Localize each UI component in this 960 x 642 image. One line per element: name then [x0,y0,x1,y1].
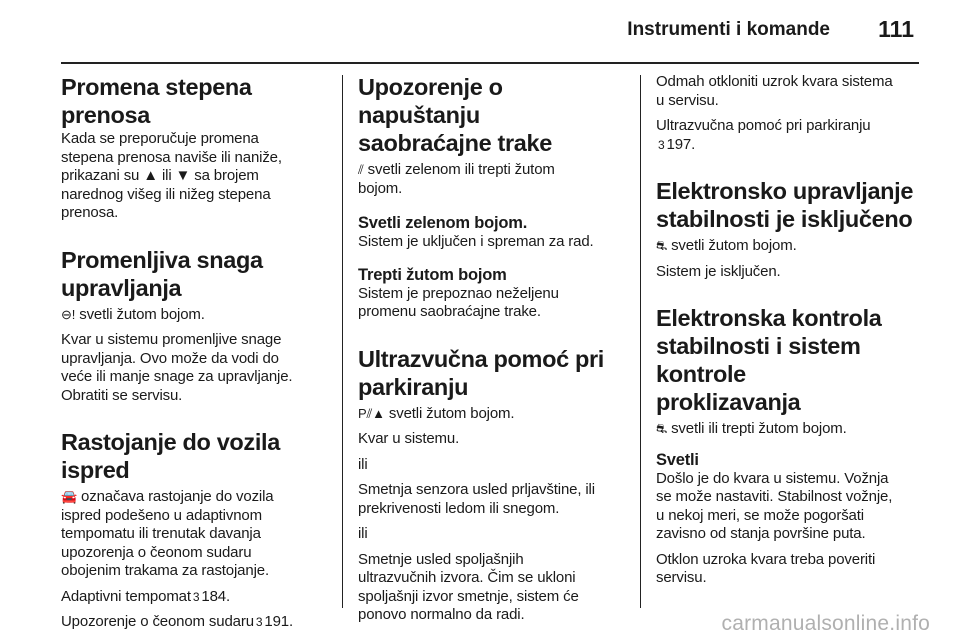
or-text: ili [358,525,368,542]
flashing-yellow-paragraph: Sistem je prepoznao neželjenu promenu saobraćajne trake. [358,284,559,320]
section-title-vehicle-distance: Rastojanje do vozila ispred [61,429,280,483]
section-title-variable-steering: Promenljiva snaga upravljanja [61,246,263,301]
column-divider-2 [640,75,641,608]
page-reference-icon: 3 [255,615,263,629]
running-header-title: Instrumenti i komande [627,19,830,40]
section-title-esc-tc: Elektronska kontrola stabilnosti i sistem kontrole proklizavanja [656,305,882,415]
section-title-lane-departure: Upozorenje o napuštanju saobraćajne trake [358,74,552,156]
page-reference-icon: 3 [658,137,665,152]
park-assist-icon: P⫽▲ [358,405,385,421]
vehicle-distance-paragraph: 🚘 označava rastojanje do vozila ispred podešeno u adaptivnom tempomatu ili trenutak davanja upozorenja o čeonom sudaru obojenim trakama za rastojanje. [61,488,274,579]
column-3 [656,73,926,595]
park-assist-paragraph: P⫽▲ svetli žutom bojom. [358,404,515,422]
subheading-lit-green: Svetli zelenom bojom. [358,214,528,232]
steering-fault-paragraph: Kvar u sistemu promenljive snage upravljanja. Ovo može da vodi do veće ili manje snage za upravljanje. Obratiti se servisu. [61,331,293,404]
service-paragraph: Otklon uzroka kvara treba poveriti servisu. [656,550,876,586]
section-title-esc-off: Elektronsko upravljanje stabilnosti je isključeno [656,178,914,232]
lane-departure-paragraph: ⫽ svetli zelenom ili trepti žutom bojom. [358,161,555,197]
fault-occurred-paragraph: Došlo je do kvara u sistemu. Vožnja se može nastaviti. Stabilnost vožnje, u nekoj meri, se može pogoršati zavisno od stanja površine puta. [656,469,893,542]
fix-fault-paragraph: Odmah otkloniti uzrok kvara sistema u servisu. [656,73,893,109]
or-text: ili [358,455,368,473]
park-assist-fault: Kvar u sistemu. [358,430,460,447]
park-assist-reference[interactable]: Ultrazvučna pomoć pri parkiranju 3 197. [656,117,871,153]
system-off-paragraph: Sistem je isključen. [656,262,781,280]
steering-warning-icon: ⊖! [61,306,76,322]
column-divider-1 [342,75,343,608]
lit-green-paragraph: Sistem je uključen i spreman za rad. [358,233,594,250]
sensor-dirt-paragraph: Smetnja senzora usled prljavštine, ili prekrivenosti ledom ili snegom. [358,481,595,517]
vehicle-ahead-icon: 🚘 [61,489,78,504]
steering-warning-paragraph: ⊖! svetli žutom bojom. [61,305,205,323]
header-rule [61,62,919,64]
subheading-flashing-yellow: Trepti žutom bojom [358,265,507,284]
section-title-park-assist: Ultrazvučna pomoć pri parkiranju [358,345,604,400]
esc-off-paragraph: ⛐ svetli žutom bojom. [656,237,797,254]
column-2 [358,73,630,632]
section-title-gear-shift: Promena stepena prenosa [61,74,252,128]
column-1 [61,73,333,639]
esc-off-icon: ⛐ [656,238,668,253]
gear-shift-paragraph: Kada se preporučuje promena stepena prenosa naviše ili naniže, prikazani su ▲ ili ▼ sa brojem narednog višeg ili nižeg stepena prenosa. [61,130,282,221]
adaptive-cruise-reference[interactable]: Adaptivni tempomat 3 184. [61,587,231,605]
watermark: carmanualsonline.info [721,612,930,635]
esc-tc-paragraph: ⛐ svetli ili trepti žutom bojom. [656,420,847,437]
esc-skid-icon: ⛐ [656,421,668,436]
lane-departure-icon: ⫽ [358,162,364,177]
page-reference-icon: 3 [192,589,200,604]
ultrasonic-interference-paragraph: Smetnje usled spoljašnjih ultrazvučnih izvora. Čim se ukloni spoljašnji izvor smetnje, sistem će ponovo normalno da radi. [358,550,579,623]
page-number: 111 [878,16,914,42]
subheading-lit: Svetli [656,450,699,469]
collision-warning-reference[interactable]: Upozorenje o čeonom sudaru 3 191. [61,613,294,630]
